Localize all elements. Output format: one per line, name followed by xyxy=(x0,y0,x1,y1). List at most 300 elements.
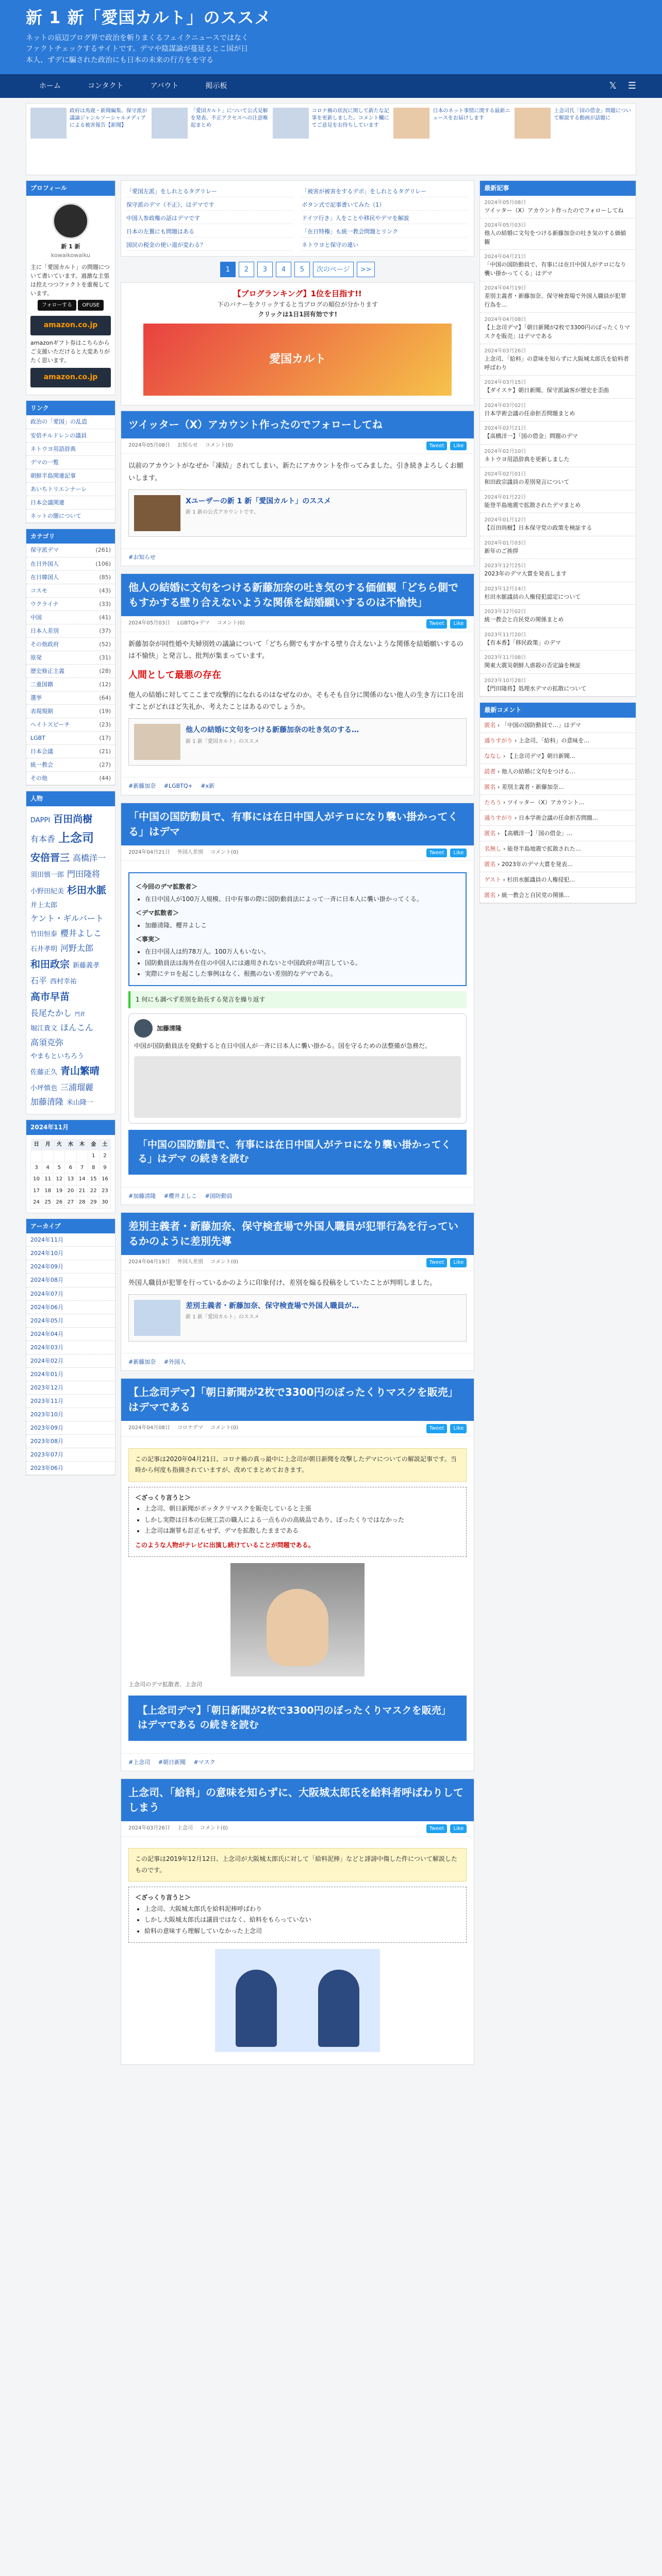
x-icon[interactable]: 𝕏 xyxy=(609,80,617,92)
antenna-item[interactable]: 政府は馬鹿・新聞編集、保守派が議論ジャンルソーシャルメディアによる被害報告【新聞】 xyxy=(30,108,147,171)
calendar-day[interactable]: 16 xyxy=(99,1174,110,1185)
calendar-day[interactable]: 2 xyxy=(99,1150,110,1162)
article-comments[interactable]: コメント(0) xyxy=(200,1825,228,1831)
archive-item[interactable]: 2023年07月 xyxy=(26,1448,115,1462)
calendar-day[interactable]: 15 xyxy=(88,1174,99,1185)
tag-link[interactable]: ほんこん xyxy=(60,1023,94,1033)
recent-post-item[interactable] xyxy=(480,445,636,468)
tweet-author: 加藤清隆 xyxy=(157,1024,182,1032)
tag-link[interactable]: #加藤清隆 xyxy=(128,1193,156,1200)
tag-link[interactable]: #国防動員 xyxy=(205,1193,233,1200)
tag-link[interactable]: 上念司 xyxy=(58,832,94,845)
tag-link[interactable]: 河野太郎 xyxy=(60,943,94,953)
nav-contact[interactable]: コンタクト xyxy=(88,82,124,90)
article-category[interactable]: 外国人差別 xyxy=(177,849,203,855)
recent-comment-item[interactable]: 通りすがり › 上念司、「給料」の意味を… xyxy=(480,733,636,749)
recent-post-item[interactable] xyxy=(480,490,636,514)
ranking-sub: 下のバナーをクリックすると当ブログの順位が分かります xyxy=(217,301,378,309)
recent-post-item[interactable] xyxy=(480,421,636,445)
recent-comment-item[interactable]: ななし › 【上念司デマ】朝日新聞… xyxy=(480,749,636,764)
link-item[interactable]: デマの一覧 xyxy=(26,456,115,469)
archive-item[interactable]: 2024年02月 xyxy=(26,1354,115,1368)
emphasis-text: 人間として最悪の存在 xyxy=(128,670,222,681)
tweet-button[interactable]: Tweet xyxy=(426,1824,448,1834)
nav-board[interactable]: 掲示板 xyxy=(205,82,227,90)
category-item[interactable] xyxy=(26,624,115,638)
calendar-day[interactable]: 23 xyxy=(99,1185,110,1197)
calendar-day[interactable]: 22 xyxy=(88,1185,99,1197)
tag-link[interactable]: 長尾たかし xyxy=(30,1008,72,1018)
archive-item[interactable]: 2023年10月 xyxy=(26,1408,115,1421)
archive-item[interactable]: 2024年10月 xyxy=(26,1247,115,1260)
tag-link[interactable]: 石井孝明 xyxy=(30,945,58,953)
read-more-link[interactable]: 【上念司デマ】「朝日新聞が2枚で3300円のぼったくりマスクを販売」はデマである の続きを読む xyxy=(128,1696,467,1740)
category-name: ウクライナ xyxy=(30,600,59,607)
archive-item[interactable]: 2024年04月 xyxy=(26,1328,115,1341)
tag-link[interactable]: 小野田紀美 xyxy=(30,888,64,896)
like-button[interactable]: Like xyxy=(450,619,467,629)
article-comments[interactable]: コメント(0) xyxy=(217,620,245,626)
comment-target[interactable]: 上念司、「給料」の意味を… xyxy=(518,737,590,744)
article-title[interactable]: 「中国の国防動員で、有事には在日中国人がテロになり襲い掛かってくる」はデマ xyxy=(121,803,474,845)
article-category[interactable]: 上念司 xyxy=(177,1825,193,1831)
tag-link[interactable]: #櫻井よしこ xyxy=(163,1193,197,1200)
calendar-day[interactable]: 3 xyxy=(31,1162,42,1174)
tag-link[interactable]: #マスク xyxy=(193,1758,216,1766)
antenna-thumbnail xyxy=(30,108,67,139)
recent-comment-item[interactable]: 通りすがり › 日本学術会議の任命拒否問題… xyxy=(480,810,636,826)
calendar-day[interactable]: 30 xyxy=(99,1197,110,1209)
comment-author: 匿名 xyxy=(484,830,496,837)
recent-comment-item[interactable]: たろう › ツイッター（X）アカウント… xyxy=(480,795,636,810)
category-item[interactable] xyxy=(26,705,115,718)
calendar-day[interactable]: 19 xyxy=(54,1185,65,1197)
tag-link[interactable]: 三浦瑠麗 xyxy=(60,1082,94,1092)
category-item[interactable] xyxy=(26,732,115,745)
calendar-day[interactable]: 27 xyxy=(65,1197,76,1209)
calendar-day[interactable] xyxy=(76,1150,88,1162)
category-item[interactable] xyxy=(26,758,115,772)
archive-item[interactable]: 2024年09月 xyxy=(26,1260,115,1274)
ofuse-button[interactable]: OFUSE xyxy=(78,300,104,311)
profile-text: 主に「愛国カルト」の問題について書いています。過激な主張は控えつつファクトを重視しています。 xyxy=(30,263,110,297)
recent-post-item[interactable] xyxy=(480,559,636,582)
archive-item[interactable]: 2024年11月 xyxy=(26,1233,115,1247)
tweet-button[interactable]: Tweet xyxy=(426,442,448,451)
tag-link[interactable]: #朝日新聞 xyxy=(158,1758,186,1766)
rss-icon[interactable]: ☰ xyxy=(627,80,636,92)
archive-item[interactable]: 2024年07月 xyxy=(26,1287,115,1301)
blog-card-title: 差別主義者・新藤加奈、保守検査場で外国人職員が… xyxy=(186,1301,359,1310)
category-item[interactable] xyxy=(26,611,115,624)
tag-link[interactable]: #外国人 xyxy=(163,1358,186,1365)
recent-comment-item[interactable]: 匿名 › 2023年のデマ大賞を発表… xyxy=(480,857,636,872)
article-title[interactable]: ツイッター（X）アカウント作ったのでフォローしてね xyxy=(121,411,474,438)
pager-link[interactable]: 4 xyxy=(276,262,291,277)
recent-post-title[interactable]: 関東大震災朝鮮人虐殺の否定論を検証 xyxy=(484,662,581,669)
recent-post-item[interactable] xyxy=(480,196,636,219)
archive-item[interactable]: 2023年12月 xyxy=(26,1381,115,1395)
top-link[interactable]: 国民の税金の使い道が変わる？ xyxy=(126,240,293,251)
comment-target[interactable]: 【高橋洋一】「国の借金」… xyxy=(501,830,573,837)
top-link[interactable]: ドイツ行き」人をことや移民やデマを解説 xyxy=(302,213,469,224)
like-button[interactable]: Like xyxy=(450,1258,467,1267)
link-item[interactable]: 安倍チルドレンの議員 xyxy=(26,429,115,443)
recent-post-item[interactable] xyxy=(480,582,636,605)
tag-link[interactable]: 井上太郎 xyxy=(30,901,58,909)
calendar-day[interactable]: 25 xyxy=(42,1197,54,1209)
top-link[interactable]: 「被害が被害をするデボ」をしれとるタグリレー xyxy=(302,186,469,197)
comment-target[interactable]: 統一教会と自民党の関係… xyxy=(501,892,570,899)
share-buttons xyxy=(426,1424,467,1433)
article-comments[interactable]: コメント(0) xyxy=(210,1259,239,1265)
calendar-day[interactable]: 26 xyxy=(54,1197,65,1209)
recent-post-item[interactable] xyxy=(480,651,636,674)
calendar-day[interactable]: 11 xyxy=(42,1174,54,1185)
recent-post-title[interactable]: 杉田水脈議員の人権侵犯認定について xyxy=(484,593,581,600)
calendar-weekday: 火 xyxy=(54,1139,65,1150)
calendar-day[interactable] xyxy=(31,1150,42,1162)
calendar-day[interactable] xyxy=(54,1150,65,1162)
comment-target[interactable]: 差別主義者・新藤加奈… xyxy=(501,783,564,790)
tag-link[interactable]: 新藤義孝 xyxy=(73,962,100,970)
calendar-day[interactable]: 14 xyxy=(76,1174,88,1185)
category-item[interactable] xyxy=(26,544,115,557)
comment-target[interactable]: 日本学術会議の任命拒否問題… xyxy=(518,814,598,821)
recent-post-title[interactable]: 【百田尚樹】日本保守党の政策を検証する xyxy=(484,524,592,532)
tag-link[interactable]: 門田隆将 xyxy=(67,869,101,879)
category-item[interactable] xyxy=(26,557,115,571)
recent-post-item[interactable] xyxy=(480,628,636,651)
recent-post-title[interactable]: 和田政宗議員の差別発言について xyxy=(484,479,570,486)
tag-link[interactable]: #上念司 xyxy=(128,1758,151,1766)
calendar-weekday: 日 xyxy=(31,1139,42,1150)
article-title[interactable]: 差別主義者・新藤加奈、保守検査場で外国人職員が犯罪行為を行っているかのように差別先導 xyxy=(121,1213,474,1255)
category-item[interactable] xyxy=(26,691,115,705)
recent-post-item[interactable] xyxy=(480,281,636,313)
recent-post-title[interactable]: 統一教会と自民党の関係まとめ xyxy=(484,616,564,623)
tag-link[interactable]: 小坪慎也 xyxy=(30,1084,58,1092)
tweet-button[interactable]: Tweet xyxy=(426,619,448,629)
recent-post-item[interactable] xyxy=(480,536,636,560)
highlight-note: 1 何にも調べず差別を助長する発言を繰り返す xyxy=(128,991,467,1009)
recent-post-date: 2024年02月01日 xyxy=(484,471,526,478)
amazon-banner[interactable]: amazon.co.jp xyxy=(30,316,111,335)
tag-link[interactable]: #新藤加奈 xyxy=(128,783,156,790)
recent-comment-item[interactable]: 読者 › 他人の結婚に文句をつける… xyxy=(480,764,636,779)
tag-link[interactable]: 須田慎一郎 xyxy=(30,871,64,879)
antenna-item[interactable]: 上念司氏「国の借金」問題について解説する動画が話題に xyxy=(515,108,632,171)
calendar-day[interactable]: 7 xyxy=(76,1162,88,1174)
recent-post-item[interactable] xyxy=(480,313,636,344)
article-category[interactable]: コロナデマ xyxy=(177,1425,203,1431)
tweet-button[interactable]: Tweet xyxy=(426,849,448,858)
archive-item[interactable]: 2023年11月 xyxy=(26,1395,115,1408)
archive-item[interactable]: 2024年01月 xyxy=(26,1368,115,1381)
calendar-day[interactable]: 12 xyxy=(54,1174,65,1185)
tag-link[interactable]: 高須克弥 xyxy=(30,1038,64,1048)
antenna-item[interactable]: 日本のネット事情に関する最新ニュースをお届けします xyxy=(393,108,510,171)
calendar-day[interactable] xyxy=(42,1150,54,1162)
right-sidebar xyxy=(479,180,636,909)
calendar-day[interactable]: 24 xyxy=(31,1197,42,1209)
calendar-day[interactable]: 4 xyxy=(42,1162,54,1174)
tag-link[interactable]: やまもといちろう xyxy=(30,1052,85,1060)
category-item[interactable] xyxy=(26,678,115,691)
summary-heading: ＜事実＞ xyxy=(136,936,161,943)
tweet-button[interactable]: Tweet xyxy=(426,1258,448,1267)
pager-current[interactable]: 1 xyxy=(220,262,236,277)
article-category[interactable]: お知らせ xyxy=(177,442,198,448)
ranking-banner-image[interactable]: 愛国カルト xyxy=(143,324,452,396)
tag-link[interactable]: 櫻井よしこ xyxy=(60,928,102,938)
recent-post-item[interactable] xyxy=(480,674,636,697)
comment-target[interactable]: 【上念司デマ】朝日新聞… xyxy=(507,752,575,759)
amazon-banner-2[interactable]: amazon.co.jp xyxy=(30,368,111,387)
category-item[interactable] xyxy=(26,665,115,678)
category-item[interactable] xyxy=(26,651,115,665)
recent-post-date: 2024年03月15日 xyxy=(484,380,526,386)
recent-post-title[interactable]: ネトウヨ用語辞典を更新しました xyxy=(484,455,570,463)
recent-comment-item[interactable]: 匿名 › 【高橋洋一】「国の借金」… xyxy=(480,826,636,841)
calendar-day[interactable]: 18 xyxy=(42,1185,54,1197)
archive-item[interactable]: 2024年08月 xyxy=(26,1274,115,1287)
recent-post-title[interactable]: 【門田隆将】処理水デマの拡散について xyxy=(484,685,587,692)
recent-comments-box xyxy=(479,702,636,904)
recent-post-title[interactable]: 他人の結婚に文句をつける新藤加奈の吐き気のする価値観 xyxy=(484,230,626,245)
tag-link[interactable]: 加藤清隆 xyxy=(30,1097,64,1107)
recent-post-title[interactable]: ツイッター（X）アカウント作ったのでフォローしてね xyxy=(484,207,624,214)
article-comments[interactable]: コメント(0) xyxy=(205,442,233,448)
recent-post-date: 2023年12月02日 xyxy=(484,609,526,615)
top-link[interactable]: 保守派のデマ（不正）、はデマです xyxy=(126,199,293,211)
recent-comment-item[interactable]: 名無し › 能登半島地震で拡散された… xyxy=(480,841,636,857)
calendar-day[interactable]: 8 xyxy=(88,1162,99,1174)
tag-link[interactable]: 杉田水脈 xyxy=(67,885,107,896)
tag-link[interactable]: DAPPI xyxy=(30,816,51,824)
recent-post-title[interactable]: 【ダイスケ】朝日新聞、保守派論客が歴史を歪曲 xyxy=(484,387,609,394)
article-category[interactable]: 外国人差別 xyxy=(177,1259,203,1265)
category-item[interactable] xyxy=(26,745,115,758)
article-date: 2024年05月03日 xyxy=(128,620,170,626)
link-item[interactable]: あいちトリエンナーレ xyxy=(26,483,115,496)
pager-link[interactable]: 5 xyxy=(294,262,310,277)
like-button[interactable]: Like xyxy=(450,1824,467,1834)
nav-home[interactable]: ホーム xyxy=(39,82,61,90)
calendar-day[interactable]: 20 xyxy=(65,1185,76,1197)
comment-target[interactable]: 能登半島地震で拡散された… xyxy=(507,845,581,853)
archive-item[interactable]: 2023年06月 xyxy=(26,1462,115,1475)
tag-link[interactable]: 有本香 xyxy=(30,834,56,844)
article-title[interactable]: 【上念司デマ】「朝日新聞が2枚で3300円のぼったくりマスクを販売」はデマである xyxy=(121,1379,474,1421)
category-item[interactable] xyxy=(26,718,115,732)
article-comments[interactable]: コメント(0) xyxy=(210,849,239,855)
recent-post-title[interactable]: 【上念司デマ】「朝日新聞が2枚で3300円のぼったくりマスクを販売」はデマである xyxy=(484,324,630,340)
calendar-day[interactable]: 13 xyxy=(65,1174,76,1185)
blog-card[interactable] xyxy=(128,1294,467,1342)
calendar-day[interactable]: 17 xyxy=(31,1185,42,1197)
article-meta xyxy=(121,1421,474,1437)
top-link[interactable]: ネトウヨと保守の違い xyxy=(302,240,469,251)
calendar-day[interactable]: 29 xyxy=(88,1197,99,1209)
tag-link[interactable]: 佐藤正久 xyxy=(30,1069,58,1077)
blog-card[interactable] xyxy=(128,718,467,766)
nav-about[interactable]: アバウト xyxy=(150,82,179,90)
article-comments[interactable]: コメント(0) xyxy=(210,1425,239,1431)
top-link[interactable]: 日本の左翼にも問題はある xyxy=(126,226,293,238)
tag-link[interactable]: 竹田恒泰 xyxy=(30,930,58,938)
recent-post-item[interactable] xyxy=(480,513,636,536)
tag-link[interactable]: ケント・ギルバート xyxy=(30,913,104,924)
category-item[interactable] xyxy=(26,598,115,611)
point-item: • 上念司は謝罪も訂正もせず、デマを拡散したままである xyxy=(144,1526,460,1537)
category-item[interactable] xyxy=(26,638,115,651)
calendar-day[interactable]: 10 xyxy=(31,1174,42,1185)
recent-post-title[interactable]: 上念司、「給料」の意味を知らずに大阪城太郎氏を給料者呼ばわり xyxy=(484,355,629,371)
comment-author: 匿名 xyxy=(484,783,496,790)
calendar-day[interactable]: 21 xyxy=(76,1185,88,1197)
top-link[interactable]: 「愛国左派」をしれとるタグリレー xyxy=(126,186,293,197)
recent-post-item[interactable] xyxy=(480,250,636,281)
category-item[interactable] xyxy=(26,772,115,785)
pager-link[interactable]: 次のページ xyxy=(313,262,354,277)
recent-post-item[interactable] xyxy=(480,218,636,250)
archive-item[interactable]: 2024年03月 xyxy=(26,1341,115,1354)
recent-post-date: 2024年02月10日 xyxy=(484,448,526,454)
tag-link[interactable]: #LGBTQ+ xyxy=(163,783,193,790)
calendar-day[interactable] xyxy=(65,1150,76,1162)
like-button[interactable]: Like xyxy=(450,849,467,858)
recent-post-title[interactable]: 日本学術会議の任命拒否問題まとめ xyxy=(484,410,575,417)
recent-post-title[interactable]: 差別主義者・新藤加奈、保守検査場で外国人職員が犯罪行為を… xyxy=(484,293,626,308)
comment-target[interactable]: 2023年のデマ大賞を発表… xyxy=(501,861,573,868)
antenna-item[interactable]: コロナ禍の状況に関して新たな記事を更新しました。コメント欄にてご意見をお待ちしています xyxy=(273,108,390,171)
blog-card-thumbnail xyxy=(134,495,180,531)
comment-author: 匿名 xyxy=(484,861,496,868)
tweet-avatar xyxy=(134,1019,153,1038)
like-button[interactable]: Like xyxy=(450,442,467,451)
category-name: その他 xyxy=(30,775,47,782)
link-item[interactable]: 政治の「愛国」の乱造 xyxy=(26,415,115,429)
calendar-day[interactable]: 6 xyxy=(65,1162,76,1174)
recent-post-item[interactable] xyxy=(480,344,636,376)
tag-link[interactable]: 高市早苗 xyxy=(30,991,70,1003)
site-title[interactable]: 新 1 新「愛国カルト」のススメ xyxy=(26,8,272,27)
tag-link[interactable]: #x新 xyxy=(201,783,214,790)
recent-post-item[interactable] xyxy=(480,399,636,422)
tag-link[interactable]: 百田尚樹 xyxy=(53,813,93,825)
article-title[interactable]: 他人の結婚に文句をつける新藤加奈の吐き気のする価値観「どちら側でもすかする壁り合えないような関係を結婚願いするのは不愉快」 xyxy=(121,574,474,616)
recent-post-item[interactable] xyxy=(480,376,636,399)
recent-comment-item[interactable]: 匿名 › 「中国の国防動員で…」はデマ xyxy=(480,718,636,733)
blog-card-desc: 新 1 新の公式アカウントです。 xyxy=(186,510,259,516)
follow-button[interactable]: フォローする xyxy=(38,300,76,311)
recent-post-title[interactable]: 2023年のデマ大賞を発表します xyxy=(484,570,567,578)
recent-post-item[interactable] xyxy=(480,467,636,490)
comment-author: 通りすがり xyxy=(484,737,513,744)
recent-post-title[interactable]: 【有本香】「移民政策」のデマ xyxy=(484,639,561,646)
tweet-button[interactable]: Tweet xyxy=(426,1424,448,1433)
recent-post-item[interactable] xyxy=(480,605,636,628)
embedded-tweet[interactable] xyxy=(128,1013,467,1124)
read-more-link[interactable]: 「中国の国防動員で、有事には在日中国人がテロになり襲い掛かってくる」はデマ の続きを読む xyxy=(128,1130,467,1175)
pager-link[interactable]: >> xyxy=(357,262,375,277)
tag-link[interactable]: 高橋洋一 xyxy=(73,853,106,863)
category-count: (12) xyxy=(99,681,111,688)
comment-target[interactable]: ツイッター（X）アカウント… xyxy=(507,799,585,806)
article-category[interactable]: LGBTQ+デマ xyxy=(177,620,210,626)
link-item[interactable]: 朝鮮半島関連記事 xyxy=(26,469,115,483)
top-link[interactable]: ボタン式で記事書いてみた（1） xyxy=(302,199,469,211)
recent-post-title[interactable]: 能登半島地震で拡散されたデマまとめ xyxy=(484,501,581,509)
top-link[interactable]: 「在日特権」も統一教会問題とリンク xyxy=(302,226,469,238)
recent-post-title[interactable]: 【高橋洋一】「国の借金」問題のデマ xyxy=(484,433,578,440)
antenna-item[interactable]: 「愛国カルト」について公式見解を発表、不正アクセスへの注意喚起まとめ xyxy=(152,108,269,171)
link-item[interactable]: 日本会議関連 xyxy=(26,496,115,510)
blog-card[interactable] xyxy=(128,489,467,537)
recent-comment-item[interactable]: 匿名 › 差別主義者・新藤加奈… xyxy=(480,779,636,795)
calendar-day[interactable]: 5 xyxy=(54,1162,65,1174)
archive-item[interactable]: 2023年08月 xyxy=(26,1435,115,1448)
left-sidebar xyxy=(26,180,115,1481)
article-tags xyxy=(121,1753,474,1771)
pager-link[interactable]: 2 xyxy=(239,262,254,277)
recent-post-title[interactable]: 「中国の国防動員で、有事には在日中国人がテロになり襲い掛かってくる」はデマ xyxy=(484,261,626,277)
category-item[interactable] xyxy=(26,571,115,584)
comment-target[interactable]: 杉田水脈議員の人権侵犯… xyxy=(507,876,575,884)
calendar-day[interactable]: 1 xyxy=(88,1150,99,1162)
tag-link[interactable]: 堀江貴文 xyxy=(30,1025,58,1033)
article-title[interactable]: 上念司、「給料」の意味を知らずに、大阪城太郎氏を給料者呼ばわりしてしまう xyxy=(121,1779,474,1821)
tweet-text: 中国が国防動員法を発動すると在日中国人が一斉に日本人に襲い掛かる。国を守るための法整備が急務だ。 xyxy=(134,1042,432,1050)
top-links xyxy=(121,180,474,257)
category-item[interactable] xyxy=(26,584,115,598)
profile-title: プロフィール xyxy=(26,181,115,196)
article-meta xyxy=(121,1255,474,1271)
tag-link[interactable]: 石平 xyxy=(30,975,47,986)
tag-link[interactable]: 和田政宗 xyxy=(30,959,70,971)
comment-author: ななし xyxy=(484,752,502,759)
link-item[interactable]: ネットの闇について xyxy=(26,510,115,523)
pager-link[interactable]: 3 xyxy=(257,262,273,277)
like-button[interactable]: Like xyxy=(450,1424,467,1433)
tag-link[interactable]: 西村幸祐 xyxy=(50,977,77,986)
recent-comment-item[interactable]: ゲスト › 杉田水脈議員の人権侵犯… xyxy=(480,872,636,888)
archive-item[interactable]: 2024年06月 xyxy=(26,1301,115,1314)
comment-target[interactable]: 「中国の国防動員で…」はデマ xyxy=(501,721,581,728)
link-item[interactable]: ネトウヨ用語辞典 xyxy=(26,443,115,456)
tag-link[interactable]: 門倉 xyxy=(75,1011,86,1018)
recent-post-title[interactable]: 新年のご挨拶 xyxy=(484,547,519,554)
tag-link[interactable]: #新藤加奈 xyxy=(128,1358,156,1365)
comment-target[interactable]: 他人の結婚に文句をつける… xyxy=(501,768,575,775)
tag-link[interactable]: 米山隆一 xyxy=(67,1099,94,1107)
archive-item[interactable]: 2024年05月 xyxy=(26,1314,115,1328)
tag-cloud-box xyxy=(26,791,115,1114)
archive-item[interactable]: 2023年09月 xyxy=(26,1421,115,1435)
tag-link[interactable]: #お知らせ xyxy=(128,553,156,561)
category-count: (33) xyxy=(99,600,111,607)
tag-link[interactable]: 安倍晋三 xyxy=(30,852,70,864)
category-name: 在日韓国人 xyxy=(30,573,59,581)
calendar-day[interactable]: 9 xyxy=(99,1162,110,1174)
tag-link[interactable]: 青山繁晴 xyxy=(60,1065,100,1077)
point-box xyxy=(128,1487,467,1557)
recent-comment-item[interactable]: 匿名 › 統一教会と自民党の関係… xyxy=(480,888,636,903)
calendar-day[interactable]: 28 xyxy=(76,1197,88,1209)
archive-title: アーカイブ xyxy=(26,1219,115,1234)
top-link[interactable]: 中国人参政権の話はデマです xyxy=(126,213,293,224)
